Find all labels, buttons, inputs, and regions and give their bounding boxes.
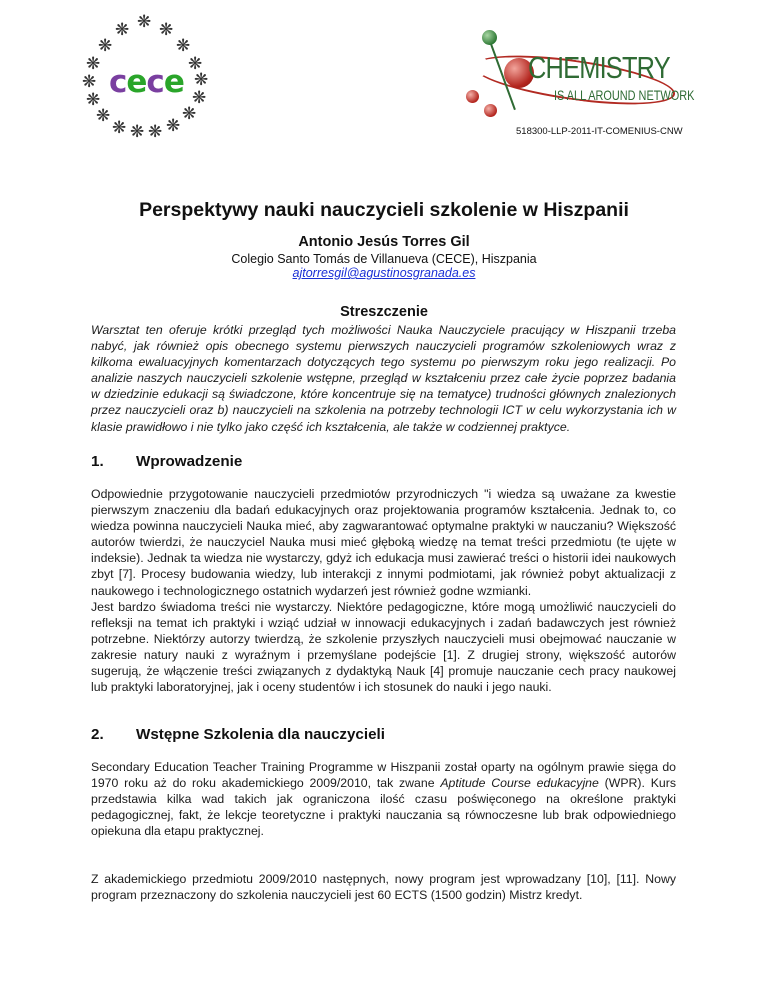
paragraph-text: Secondary Education Teacher Training Programme w Hiszpanii został oparty na ogólnym prawie sięga do 1970 roku aż do roku akademickiego 2009/2010, tak zwane (91, 760, 676, 791)
logo-title: CHEMISTRY (528, 50, 670, 85)
paragraph: Jest bardzo świadoma treści nie wystarczy. Niektóre pedagogiczne, które mogą umożliwić nauczycieli do refleksji na temat ich praktyki i wziąć udział w innowacji edukacyjnych i zadań badawczych jest również potrzebne. Niektórzy autorzy twierdzą, że szkolenie przyszłych nauczycieli musi obejmować nauczanie w zakresie natury nauki z wyraźnym i przemyślane podejście [1]. Z drugiej strony, większość autorów sugerują, że włączenie treści związanych z dydaktyką Nauk [4] promuje nauczanie cech pracy naukowej lub praktyki laboratoryjnej, jak i oceny studentów i ich stosunek do nauki i jego nauki. (91, 600, 676, 695)
paragraph: Odpowiednie przygotowanie nauczycieli przedmiotów przyrodniczych "i wiedza są uważane za kwestie pierwszym znaczeniu dla badań edukacyjnych oraz projektowania programów kształcenia. Jednak to, co wiedza powinna nauczycieli Nauka mieć, aby zagwarantować optymalne praktyki w nauczaniu? Większość autorów twierdzi, że nauczyciel Nauka musi mieć głęboką wiedzę na temat treści przedmiotu (te ujęte w indeksie). Jednak ta wiedza nie wystarczy, gdyż ich edukacja musi zawierać treści o historii idei naukowych zbyt [7]. Procesy budowania wiedzy, lub interakcji z innymi podmiotami, jak również pobyt aktualizacji z naukowego i technologicznego ostatnich wydarzeń jest również godne wzmianki. (91, 487, 676, 598)
abstract-text: Warsztat ten oferuje krótki przegląd tych możliwości Nauka Nauczyciele pracujący w Hiszpanii trzeba nabyć, jak również opis obecnego systemu pierwszych nauczycieli programów szkoleniowych wraz z kilkoma ewaluacyjnych komentarzach dotyczących tego systemu po pierwszym roku jego realizacji. Po analizie naszych nauczycieli szkolenie wstępne, przegląd w kształceniu przez całe życie poprzez badania w dziedzinie edukacji są świadczone, które koncentruje się na tematyce) trudności głównych znalezionych przez nauczycieli oraz b) nauczycieli na szkolenia na potrzeby technologii ICT w celu wykorzystania ich w klasie prawidłowo i nie tylko jako część ich kształcenia, ale także w codziennej praktyce. (91, 323, 676, 434)
abstract-heading: Streszczenie (340, 304, 428, 320)
paragraph (91, 759, 676, 839)
snowflake-icon: ❋ (182, 104, 197, 124)
snowflake-icon: ❋ (192, 88, 207, 108)
cece-logo-icon (82, 12, 222, 142)
snowflake-icon: ❋ (166, 116, 181, 136)
section-title: Wprowadzenie (136, 453, 243, 470)
project-code: 518300-LLP-2011-IT-COMENIUS-CNW (516, 126, 683, 137)
document-title: Perspektywy nauki nauczycieli szkolenie w Hiszpanii (139, 199, 629, 221)
author-email-link[interactable] (0, 266, 768, 280)
email-link-text[interactable]: ajtorresgil@agustinosgranada.es (292, 266, 476, 280)
snowflake-icon: ❋ (115, 20, 130, 40)
author-affiliation: Colegio Santo Tomás de Villanueva (CECE), Hiszpania (231, 252, 537, 266)
small-red-atom-icon (466, 90, 479, 103)
logo-tagline: IS ALL AROUND NETWORK (554, 87, 695, 103)
snowflake-icon: ❋ (176, 36, 191, 56)
snowflake-icon: ❋ (148, 122, 163, 142)
snowflake-icon: ❋ (112, 118, 127, 138)
small-red-atom-icon (484, 104, 497, 117)
section-number: 1. (91, 453, 104, 470)
green-atom-icon (482, 30, 497, 45)
cece-wordmark: cece (109, 64, 184, 100)
chemistry-network-logo-icon (462, 30, 695, 120)
snowflake-icon: ❋ (137, 12, 152, 32)
paragraph-text: (WPR). Kurs przedstawia kilka wad takich jak ograniczona ilość czasu poświęconego na określone praktyki pedagogicznej, fakt, że lekcje teoretyczne i praktyki nauczania są równoczesne lub brak odpowiedniego opiekuna dla etapu praktycznej. (91, 776, 676, 839)
snowflake-icon: ❋ (98, 36, 113, 56)
snowflake-icon: ❋ (159, 20, 174, 40)
snowflake-icon: ❋ (86, 54, 101, 74)
snowflake-icon: ❋ (96, 106, 111, 126)
paragraph: Z akademickiego przedmiotu 2009/2010 następnych, nowy program jest wprowadzany [10], [11]. Nowy program przeznaczony do szkolenia nauczycieli jest 60 ECTS (1500 godzin) Mistrz kredyt. (91, 872, 676, 903)
snowflake-icon: ❋ (130, 122, 145, 142)
section-number: 2. (91, 726, 104, 743)
italic-term: Aptitude Course edukacyjne (440, 776, 599, 791)
section-title: Wstępne Szkolenia dla nauczycieli (136, 726, 385, 743)
author-name: Antonio Jesús Torres Gil (298, 234, 470, 250)
snowflake-icon: ❋ (82, 72, 97, 92)
snowflake-icon: ❋ (86, 90, 101, 110)
snowflake-icon: ❋ (194, 70, 209, 90)
snowflake-icon: ❋ (188, 54, 203, 74)
